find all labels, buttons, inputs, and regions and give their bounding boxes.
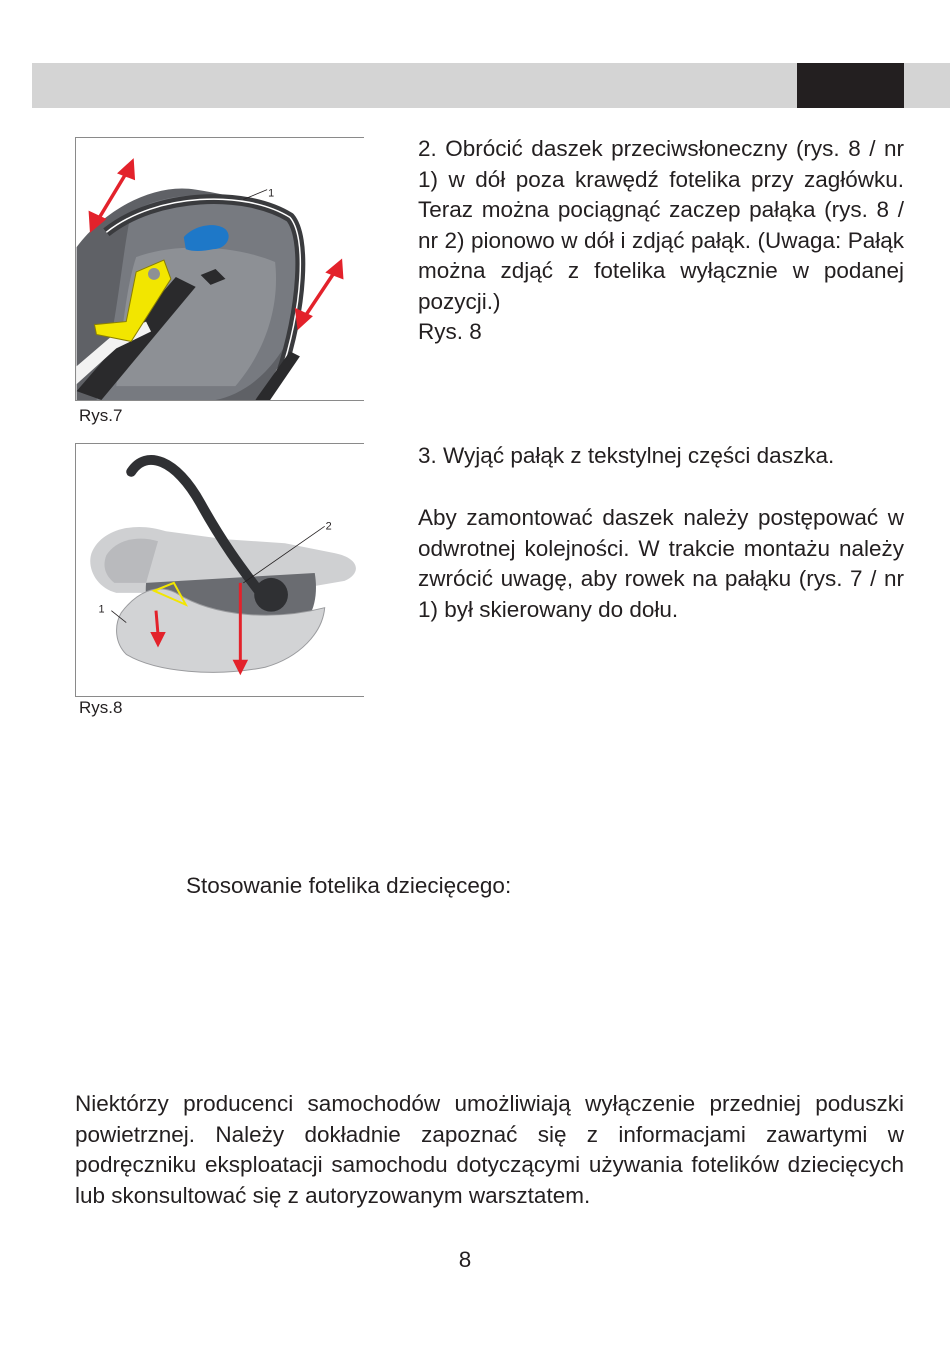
instruction-step-2-text: 2. Obrócić daszek przeciwsłoneczny (rys. 8 / nr 1) w dół poza krawędź fotelika przy zagłówku. Teraz można pociągnąć zaczep pałąka (rys. 8 / nr 2) pionowo w dół i zdjąć pałąk. (Uwaga: Pałąk można zdjąć z fotelika wyłącznie w podanej pozycji.) <box>418 136 904 314</box>
callout-2: 2 <box>325 520 332 533</box>
assembly-note: Aby zamontować daszek należy postępować w odwrotnej kolejności. W trakcie montażu należy zwrócić uwagę, aby rowek na pałąku (rys. 7 / nr 1) był skierowany do dołu. <box>418 505 904 622</box>
instruction-step-3: 3. Wyjąć pałąk z tekstylnej części daszka. <box>418 443 835 468</box>
figure-reference: Rys. 8 <box>418 319 482 344</box>
header-block <box>797 63 904 108</box>
callout-1: 1 <box>268 187 275 200</box>
section-heading: Stosowanie fotelika dziecięcego: <box>186 873 512 898</box>
figure-7-caption: Rys.7 <box>79 406 123 425</box>
airbag-note: Niektórzy producenci samochodów umożliwiają wyłączenie przedniej poduszki powietrznej. Należy dokładnie zapoznać się z informacjami zawartymi w podręczniku eksploatacji samochodu dotyczącymi używania fotelików dziecięcych lub skonsultować się z autoryzowanym warsztatem. <box>75 1091 904 1208</box>
callout-1: 1 <box>98 603 105 616</box>
figure-7 <box>75 137 364 401</box>
instruction-step-2 <box>418 134 904 348</box>
figure-8 <box>75 443 364 697</box>
seat-canopy-handle-illustration <box>76 138 364 400</box>
seat-handle-removal-illustration <box>76 444 364 696</box>
figure-8-caption: Rys.8 <box>79 698 123 717</box>
page-number: 8 <box>458 1247 472 1272</box>
